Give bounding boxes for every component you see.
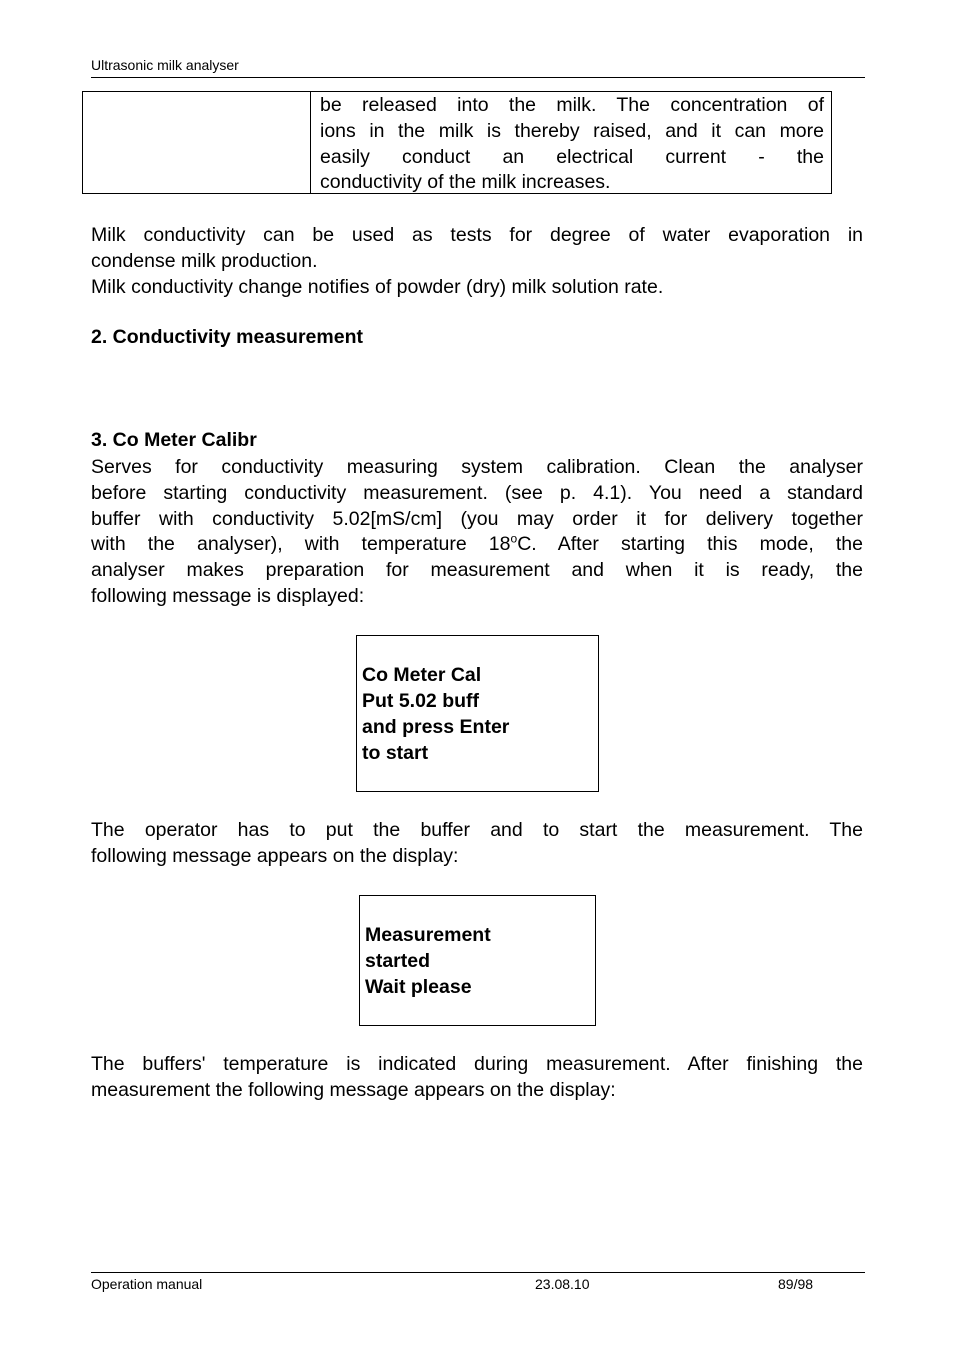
- operator-paragraph: [91, 818, 863, 870]
- buffers-paragraph: [91, 1052, 863, 1104]
- table-text-cell: [320, 93, 824, 196]
- paragraph-line: Milk conductivity can be used as tests for degree of water evaporation in: [91, 224, 863, 246]
- display-message-box: [359, 895, 596, 1026]
- paragraph-line: analyser makes preparation for measurement and when it is ready, the: [91, 559, 863, 582]
- paragraph-line: The buffers' temperature is indicated during measurement. After finishing the: [91, 1053, 863, 1075]
- display-line: Put 5.02 buff: [362, 690, 480, 712]
- degree-superscript: o: [510, 531, 518, 546]
- temperature-text: with the analyser), with temperature 18: [91, 533, 511, 556]
- paragraph-line: The operator has to put the buffer and to start the measurement. The: [91, 819, 863, 841]
- footer-document-name: Operation manual: [91, 1276, 203, 1292]
- table-line: ions in the milk is thereby raised, and it can more: [320, 119, 824, 142]
- section-2-heading: 2. Conductivity measurement: [91, 326, 363, 348]
- continuation-table: [82, 91, 832, 194]
- table-line: easily conduct an electrical current - the: [320, 145, 824, 168]
- header-divider: [91, 77, 865, 78]
- footer-divider: [91, 1272, 865, 1273]
- table-line: conductivity of the milk increases.: [320, 171, 611, 194]
- section-3-paragraph: [91, 455, 863, 610]
- paragraph-line: before starting conductivity measurement. (see p. 4.1). You need a standard: [91, 481, 863, 504]
- display-line: started: [365, 950, 431, 972]
- paragraph-line: following message is displayed:: [91, 584, 365, 607]
- display-line: to start: [362, 742, 429, 764]
- display-line: and press Enter: [362, 716, 510, 738]
- page-header-title: Ultrasonic milk analyser: [91, 57, 239, 73]
- paragraph-line: buffer with conductivity 5.02[mS/cm] (you may order it for delivery together: [91, 507, 863, 530]
- paragraph-line: Serves for conductivity measuring system calibration. Clean the analyser: [91, 456, 863, 478]
- table-empty-cell: [83, 92, 311, 193]
- paragraph-line: measurement the following message appears on the display:: [91, 1078, 616, 1101]
- section-3-heading: 3. Co Meter Calibr: [91, 429, 257, 451]
- paragraph-line: Milk conductivity change notifies of powder (dry) milk solution rate.: [91, 275, 664, 298]
- footer-page-number: 89/98: [778, 1276, 814, 1292]
- paragraph-line: [91, 532, 863, 558]
- display-line: Measurement: [365, 924, 491, 946]
- display-line: Co Meter Cal: [362, 664, 482, 686]
- table-line: be released into the milk. The concentration of: [320, 94, 824, 116]
- display-message-box: [356, 635, 599, 792]
- footer-date: 23.08.10: [535, 1276, 590, 1292]
- temperature-text-continued: C. After starting this mode, the: [517, 533, 863, 556]
- paragraph-line: condense milk production.: [91, 249, 318, 272]
- intro-paragraph: [91, 223, 863, 300]
- display-line: Wait please: [365, 976, 472, 998]
- paragraph-line: following message appears on the display:: [91, 844, 459, 867]
